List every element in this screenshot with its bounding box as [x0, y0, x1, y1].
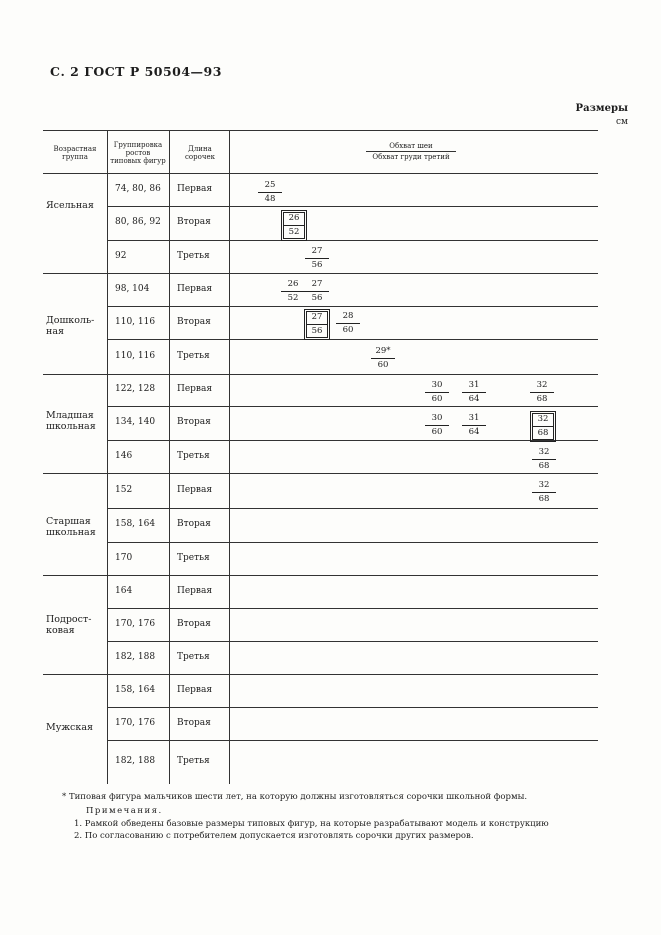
neck-girth-value: 29* — [375, 346, 391, 356]
chest-girth-value: 52 — [288, 227, 300, 237]
age-group-label: Дошколь- ная — [46, 315, 95, 337]
neck-girth-value: 32 — [536, 380, 548, 390]
chest-girth-value: 48 — [264, 194, 276, 204]
age-group-label: Ясельная — [46, 200, 94, 211]
row-rule — [107, 339, 598, 340]
neck-girth-value: 25 — [264, 180, 276, 190]
col-divider-1 — [107, 130, 108, 784]
row-rule — [107, 406, 598, 407]
neck-girth-value: 27 — [311, 312, 323, 322]
row-heights: 122, 128 — [115, 384, 156, 394]
row-heights: 170 — [115, 552, 133, 563]
chest-girth-value: 60 — [342, 325, 354, 335]
fraction-bar — [530, 392, 554, 393]
base-size-fraction — [532, 413, 554, 440]
header-height-grouping: Группировка ростов типовых фигур — [110, 141, 166, 165]
chest-girth-value: 60 — [431, 427, 443, 437]
neck-girth-value: 32 — [537, 414, 549, 424]
fraction-bar — [281, 291, 305, 292]
chest-girth-value: 60 — [431, 394, 443, 404]
neck-girth-value: 32 — [538, 480, 550, 490]
table-header-rule — [43, 173, 598, 174]
row-shirt-length: Первая — [177, 283, 213, 294]
fraction-bar — [305, 258, 329, 259]
row-rule — [107, 608, 598, 609]
fraction-bar — [425, 392, 449, 393]
chest-girth-value: 68 — [538, 494, 550, 504]
fraction-bar — [305, 291, 329, 292]
row-heights: 110, 116 — [115, 350, 156, 361]
row-shirt-length: Вторая — [177, 519, 211, 529]
size-fraction — [425, 413, 449, 438]
fraction-bar — [258, 192, 282, 193]
neck-girth-value: 26 — [287, 279, 299, 289]
size-fraction — [462, 380, 486, 405]
sizes-unit: см — [615, 117, 628, 127]
row-shirt-length: Вторая — [177, 717, 211, 728]
size-fraction — [258, 180, 282, 205]
row-rule — [107, 641, 598, 642]
row-shirt-length: Первая — [177, 684, 213, 695]
chest-girth-value: 64 — [468, 427, 480, 437]
row-rule — [107, 240, 598, 241]
chest-girth-value: 56 — [311, 293, 323, 303]
size-fraction — [530, 380, 554, 405]
row-heights: 80, 86, 92 — [115, 217, 161, 227]
fraction-bar — [533, 426, 553, 427]
header-chest-girth: Обхват груди третий — [372, 153, 450, 161]
row-rule — [43, 674, 598, 675]
row-shirt-length: Первая — [177, 484, 213, 495]
row-heights: 170, 176 — [115, 717, 156, 728]
fraction-bar — [371, 358, 395, 359]
row-rule — [107, 542, 598, 543]
row-rule — [107, 306, 598, 307]
chest-girth-value: 56 — [311, 326, 323, 336]
size-fraction — [425, 380, 449, 405]
row-shirt-length: Третья — [177, 250, 210, 261]
row-shirt-length: Третья — [177, 552, 210, 563]
row-heights: 152 — [115, 484, 133, 495]
fraction-bar — [462, 392, 486, 393]
age-group-label: Старшая школьная — [46, 516, 96, 538]
row-shirt-length: Вторая — [177, 618, 211, 629]
chest-girth-value: 64 — [468, 394, 480, 404]
size-fraction — [305, 279, 329, 304]
size-fraction — [281, 279, 305, 304]
fraction-bar — [532, 459, 556, 460]
neck-girth-value: 31 — [468, 380, 480, 390]
size-fraction — [532, 447, 556, 472]
col-divider-2 — [169, 130, 170, 784]
chest-girth-value: 60 — [377, 360, 389, 370]
row-rule — [107, 508, 598, 509]
chest-girth-value: 68 — [538, 461, 550, 471]
age-group-label: Младшая школьная — [46, 410, 96, 432]
girth-header-rule — [366, 151, 456, 152]
neck-girth-value: 31 — [468, 413, 480, 423]
footnote: * Типовая фигура мальчиков шести лет, на которую должны изготовляться сорочки школьной формы. — [62, 792, 528, 802]
row-heights: 74, 80, 86 — [115, 183, 161, 194]
fraction-bar — [284, 225, 304, 226]
row-shirt-length: Первая — [177, 384, 213, 394]
neck-girth-value: 26 — [288, 213, 300, 223]
row-heights: 134, 140 — [115, 417, 156, 427]
neck-girth-value: 30 — [431, 380, 443, 390]
row-rule — [43, 473, 598, 474]
row-heights: 182, 188 — [115, 756, 156, 766]
row-heights: 158, 164 — [115, 519, 156, 529]
row-heights: 164 — [115, 585, 133, 596]
col-divider-3 — [229, 130, 230, 784]
base-size-fraction — [306, 311, 328, 338]
neck-girth-value: 27 — [311, 246, 323, 256]
row-shirt-length: Третья — [177, 350, 210, 361]
neck-girth-value: 27 — [311, 279, 323, 289]
header-age-group: Возрастная группа — [53, 145, 97, 161]
size-fraction — [336, 311, 360, 336]
row-heights: 182, 188 — [115, 651, 156, 662]
table-top-rule — [43, 130, 598, 131]
row-heights: 92 — [115, 250, 127, 261]
row-shirt-length: Вторая — [177, 417, 211, 427]
note-item-1: 1. Рамкой обведены базовые размеры типовых фигур, на которые разрабатывают модель и конструкцию — [74, 819, 549, 829]
chest-girth-value: 56 — [311, 260, 323, 270]
fraction-bar — [532, 492, 556, 493]
size-fraction — [305, 246, 329, 271]
header-neck-girth: Обхват шеи — [389, 142, 433, 150]
row-shirt-length: Вторая — [177, 316, 211, 327]
chest-girth-value: 52 — [287, 293, 299, 303]
row-rule — [43, 575, 598, 576]
row-heights: 110, 116 — [115, 316, 156, 327]
row-shirt-length: Вторая — [177, 217, 211, 227]
fraction-bar — [307, 324, 327, 325]
row-shirt-length: Первая — [177, 183, 213, 194]
size-fraction — [371, 346, 395, 371]
age-group-label: Мужская — [46, 722, 93, 733]
neck-girth-value: 28 — [342, 311, 354, 321]
row-heights: 170, 176 — [115, 618, 156, 629]
header-shirt-length: Длина сорочек — [185, 145, 215, 161]
row-heights: 98, 104 — [115, 283, 150, 294]
age-group-label: Подрост- ковая — [46, 614, 92, 636]
row-rule — [43, 273, 598, 274]
row-shirt-length: Третья — [177, 651, 210, 662]
chest-girth-value: 68 — [537, 428, 549, 438]
sizes-label: Размеры — [575, 103, 628, 114]
fraction-bar — [425, 425, 449, 426]
row-shirt-length: Первая — [177, 585, 213, 596]
row-rule — [107, 740, 598, 741]
chest-girth-value: 68 — [536, 394, 548, 404]
row-rule — [43, 374, 598, 375]
row-rule — [107, 206, 598, 207]
row-rule — [107, 707, 598, 708]
row-shirt-length: Третья — [177, 450, 210, 461]
row-shirt-length: Третья — [177, 756, 210, 766]
fraction-bar — [462, 425, 486, 426]
row-heights: 158, 164 — [115, 684, 156, 695]
row-rule — [107, 440, 598, 441]
size-fraction — [462, 413, 486, 438]
size-fraction — [532, 480, 556, 505]
row-heights: 146 — [115, 450, 133, 461]
fraction-bar — [336, 323, 360, 324]
notes-heading: Примечания. — [86, 806, 163, 816]
neck-girth-value: 32 — [538, 447, 550, 457]
note-item-2: 2. По согласованию с потребителем допускается изготовлять сорочки других размеров. — [74, 831, 474, 841]
neck-girth-value: 30 — [431, 413, 443, 423]
base-size-fraction — [283, 212, 305, 239]
page-header: С. 2 ГОСТ Р 50504—93 — [50, 64, 222, 79]
